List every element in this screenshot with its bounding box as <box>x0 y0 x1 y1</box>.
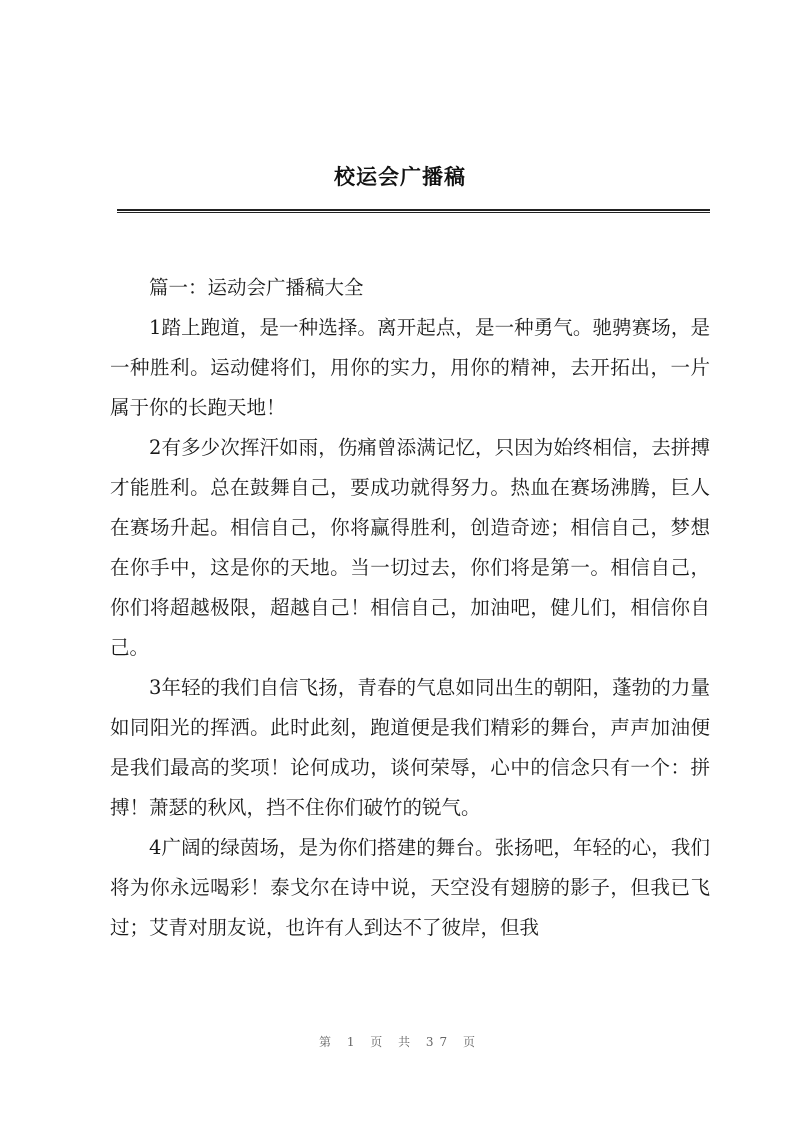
body-paragraph: 3年轻的我们自信飞扬，青春的气息如同出生的朝阳，蓬勃的力量如同阳光的挥洒。此时此刻，跑道便是我们精彩的舞台，声声加油便是我们最高的奖项！论何成功，谈何荣辱，心中的信念只有一个：拼搏！萧瑟的秋风，挡不住你们破竹的锐气。 <box>110 676 710 819</box>
document-body <box>110 268 710 948</box>
body-paragraph: 4广阔的绿茵场，是为你们搭建的舞台。张扬吧，年轻的心，我们将为你永远喝彩！泰戈尔在诗中说，天空没有翅膀的影子，但我已飞过；艾青对朋友说，也许有人到达不了彼岸，但我 <box>110 836 710 939</box>
body-paragraph: 2有多少次挥汗如雨，伤痛曾添满记忆，只因为始终相信，去拼搏才能胜利。总在鼓舞自己，要成功就得努力。热血在赛场沸腾，巨人在赛场升起。相信自己，你将赢得胜利，创造奇迹；相信自己，梦想在你手中，这是你的天地。当一切过去，你们将是第一。相信自己，你们将超越极限，超越自己！相信自己，加油吧，健儿们，相信你自己。 <box>110 436 710 659</box>
page-footer: 第 1 页 共 37 页 <box>319 1035 481 1049</box>
title-divider <box>117 209 710 213</box>
section-heading: 篇一：运动会广播稿大全 <box>149 276 364 299</box>
document-title: 校运会广播稿 <box>334 165 466 189</box>
body-paragraph: 1踏上跑道，是一种选择。离开起点，是一种勇气。驰骋赛场，是一种胜利。运动健将们，用你的实力，用你的精神，去开拓出，一片属于你的长跑天地！ <box>110 316 710 419</box>
